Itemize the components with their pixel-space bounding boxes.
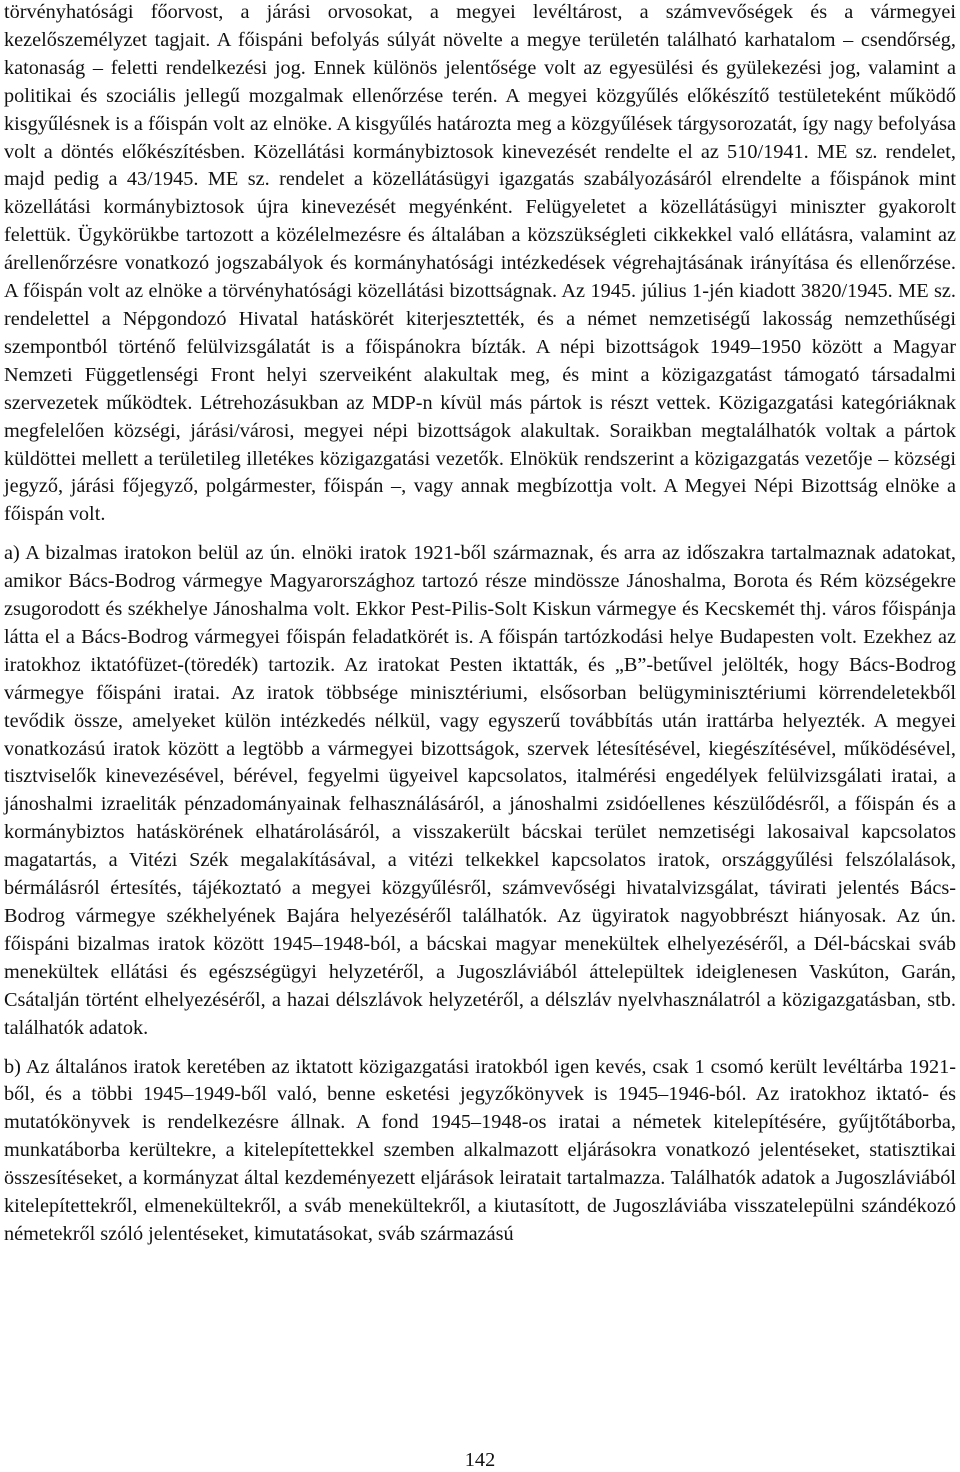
body-paragraph-intro: törvényhatósági főorvost, a járási orvosokat, a megyei levéltárost, a számvevőségek és a vármegyei kezelőszemélyzet tagjait. A főispáni befolyás súlyát növelte a megye területén található karhatalom – csendőrség, katonaság – feletti rendelkezési jog. Ennek különös jelentősége volt az egyesülési és gyülekezési jog, valamint a politikai és szociális jellegű mozgalmak ellenőrzése terén. A megyei közgyűlés előkészítő testületeként működő kisgyűlésnek is a főispán volt az elnöke. A kisgyűlés határozta meg a közgyűlések tárgysorozatát, így nagy befolyása volt a döntés előkészítésben. Közellátási kormánybiztosok kinevezését rendelte el az 510/1941. ME sz. rendelet, majd pedig a 43/1945. ME sz. rendelet a közellátásügyi igazgatás szabályozásáról elrendelte a főispánok mint közellátási kormánybiztosok újra kinevezését megyénként. Felügyeletet a közellátásügyi miniszter gyakorolt felettük. Ügykörükbe tartozott a közélelmezésre és általában a közszükségleti cikkekkel való ellátásra, valamint az árellenőrzésre vonatkozó jogszabályok és kormányhatósági intézkedések végrehajtásának irányítása és ellenőrzése. A főispán volt az elnöke a törvényhatósági közellátási bizottságnak. Az 1945. július 1-jén kiadott 3820/1945. ME sz. rendelettel a Népgondozó Hivatal hatáskörét kiterjesztették, és a német nemzetiségű lakosság nemzethűségi szempontból történő felülvizsgálatát is a főispánokra bízták. A népi bizottságok 1949–1950 között a Magyar Nemzeti Függetlenségi Front helyi szerveiként alakultak meg, és mint a közigazgatást támogató társadalmi szervezetek működtek. Létrehozásukban az MDP-n kívül más pártok is részt vettek. Közigazgatási kategóriáknak megfelelően községi, járási/városi, megyei népi bizottságok alakultak. Soraikban megtalálhatók voltak a pártok küldöttei mellett a területileg illetékes közigazgatási vezetők. Elnökük rendszerint a közigazgatás vezetője – községi jegyző, járási főjegyző, polgármester, főispán –, vagy annak megbízottja volt. A Megyei Népi Bizottság elnöke a főispán volt. [4, 1, 956, 526]
page-number: 142 [464, 1449, 496, 1471]
body-paragraph-b: b) Az általános iratok keretében az iktatott közigazgatási iratokból igen kevés, csak 1 csomó került levéltárba 1921-ből, és a többi 1945–1949-ből való, benne esketési jegyzőkönyvek is 1945–1946-ból. Az iratokhoz iktató- és mutatókönyvek is rendelkezésre állnak. A fond 1945–1948-os iratai a németek kitelepítésére, gyűjtőtáborba, munkatáborba kerültekre, a kitelepítettekkel szemben alkalmazott eljárásokra vonatkozó jelentéseket, statisztikai összesítéseket, a kormányzat által kezdeményezett eljárások leiratait tartalmazza. Találhatók adatok a Jugoszláviából kitelepítettekről, elmenekültekről, a sváb menekültekről, a kiutasított, de Jugoszláviába visszatelepülni szándékozó németekről szóló jelentéseket, kimutatásokat, sváb származású [4, 1055, 956, 1245]
document-page [4, 0, 956, 1472]
body-paragraph-a: a) A bizalmas iratokon belül az ún. elnöki iratok 1921-ből származnak, és arra az időszakra tartalmaznak adatokat, amikor Bács-Bodrog vármegye Magyarországhoz tartozó része mindössze Jánoshalma, Borota és Rém községekre zsugorodott és székhelye Jánoshalma volt. Ekkor Pest-Pilis-Solt Kiskun vármegye és Kecskemét thj. város főispánja látta el a Bács-Bodrog vármegyei főispán feladatkörét is. A főispán tartózkodási helye Budapesten volt. Ezekhez az iratokhoz iktatófüzet-(töredék) tartozik. Az iratokat Pesten iktatták, és „B”-betűvel jelölték, hogy Bács-Bodrog vármegye főispáni iratai. Az iratok többsége minisztériumi, elsősorban belügyminisztériumi körrendeletekből tevődik össze, amelyeket külön intézkedés nélkül, vagy egyszerű továbbítás után irattárba helyezték. A megyei vonatkozású iratok között a legtöbb a vármegyei bizottságok, szervek létesítésével, kiegészítésével, működésével, tisztviselők kinevezésével, bérével, fegyelmi ügyeivel kapcsolatos, italmérési engedélyek felülvizsgálati iratai, a jánoshalmi izraeliták pénzadományainak felhasználásáról, a jánoshalmi zsidóellenes készülődésről, a főispán és a kormánybiztos hatáskörének elhatárolásáról, a visszakerült bácskai terület nemzetiségi lakosaival kapcsolatos magatartás, a Vitézi Szék megalakításával, a vitézi telkekkel kapcsolatos iratok, országgyűlési felszólalások, bérmálásról értesítés, tájékoztató a megyei közgyűlésről, számvevőségi hivatalvizsgálat, távirati jelentés Bács-Bodrog vármegye székhelyének Bajára helyezéséről találhatók. Az ügyiratok nagyobbrészt hiányosak. Az ún. főispáni bizalmas iratok között 1945–1948-ból, a bácskai magyar menekültek elhelyezéséről, a Dél-bácskai sváb menekültek ellátási és egészségügyi helyzetéről, a Jugoszláviából áttelepültek ideiglenesen Vaskúton, Garán, Csátalján történt elhelyezéséről, a hazai délszlávok helyzetéről, a délszláv nyelvhasználatról a közigazgatásban, stb. találhatók adatok. [4, 542, 956, 1039]
